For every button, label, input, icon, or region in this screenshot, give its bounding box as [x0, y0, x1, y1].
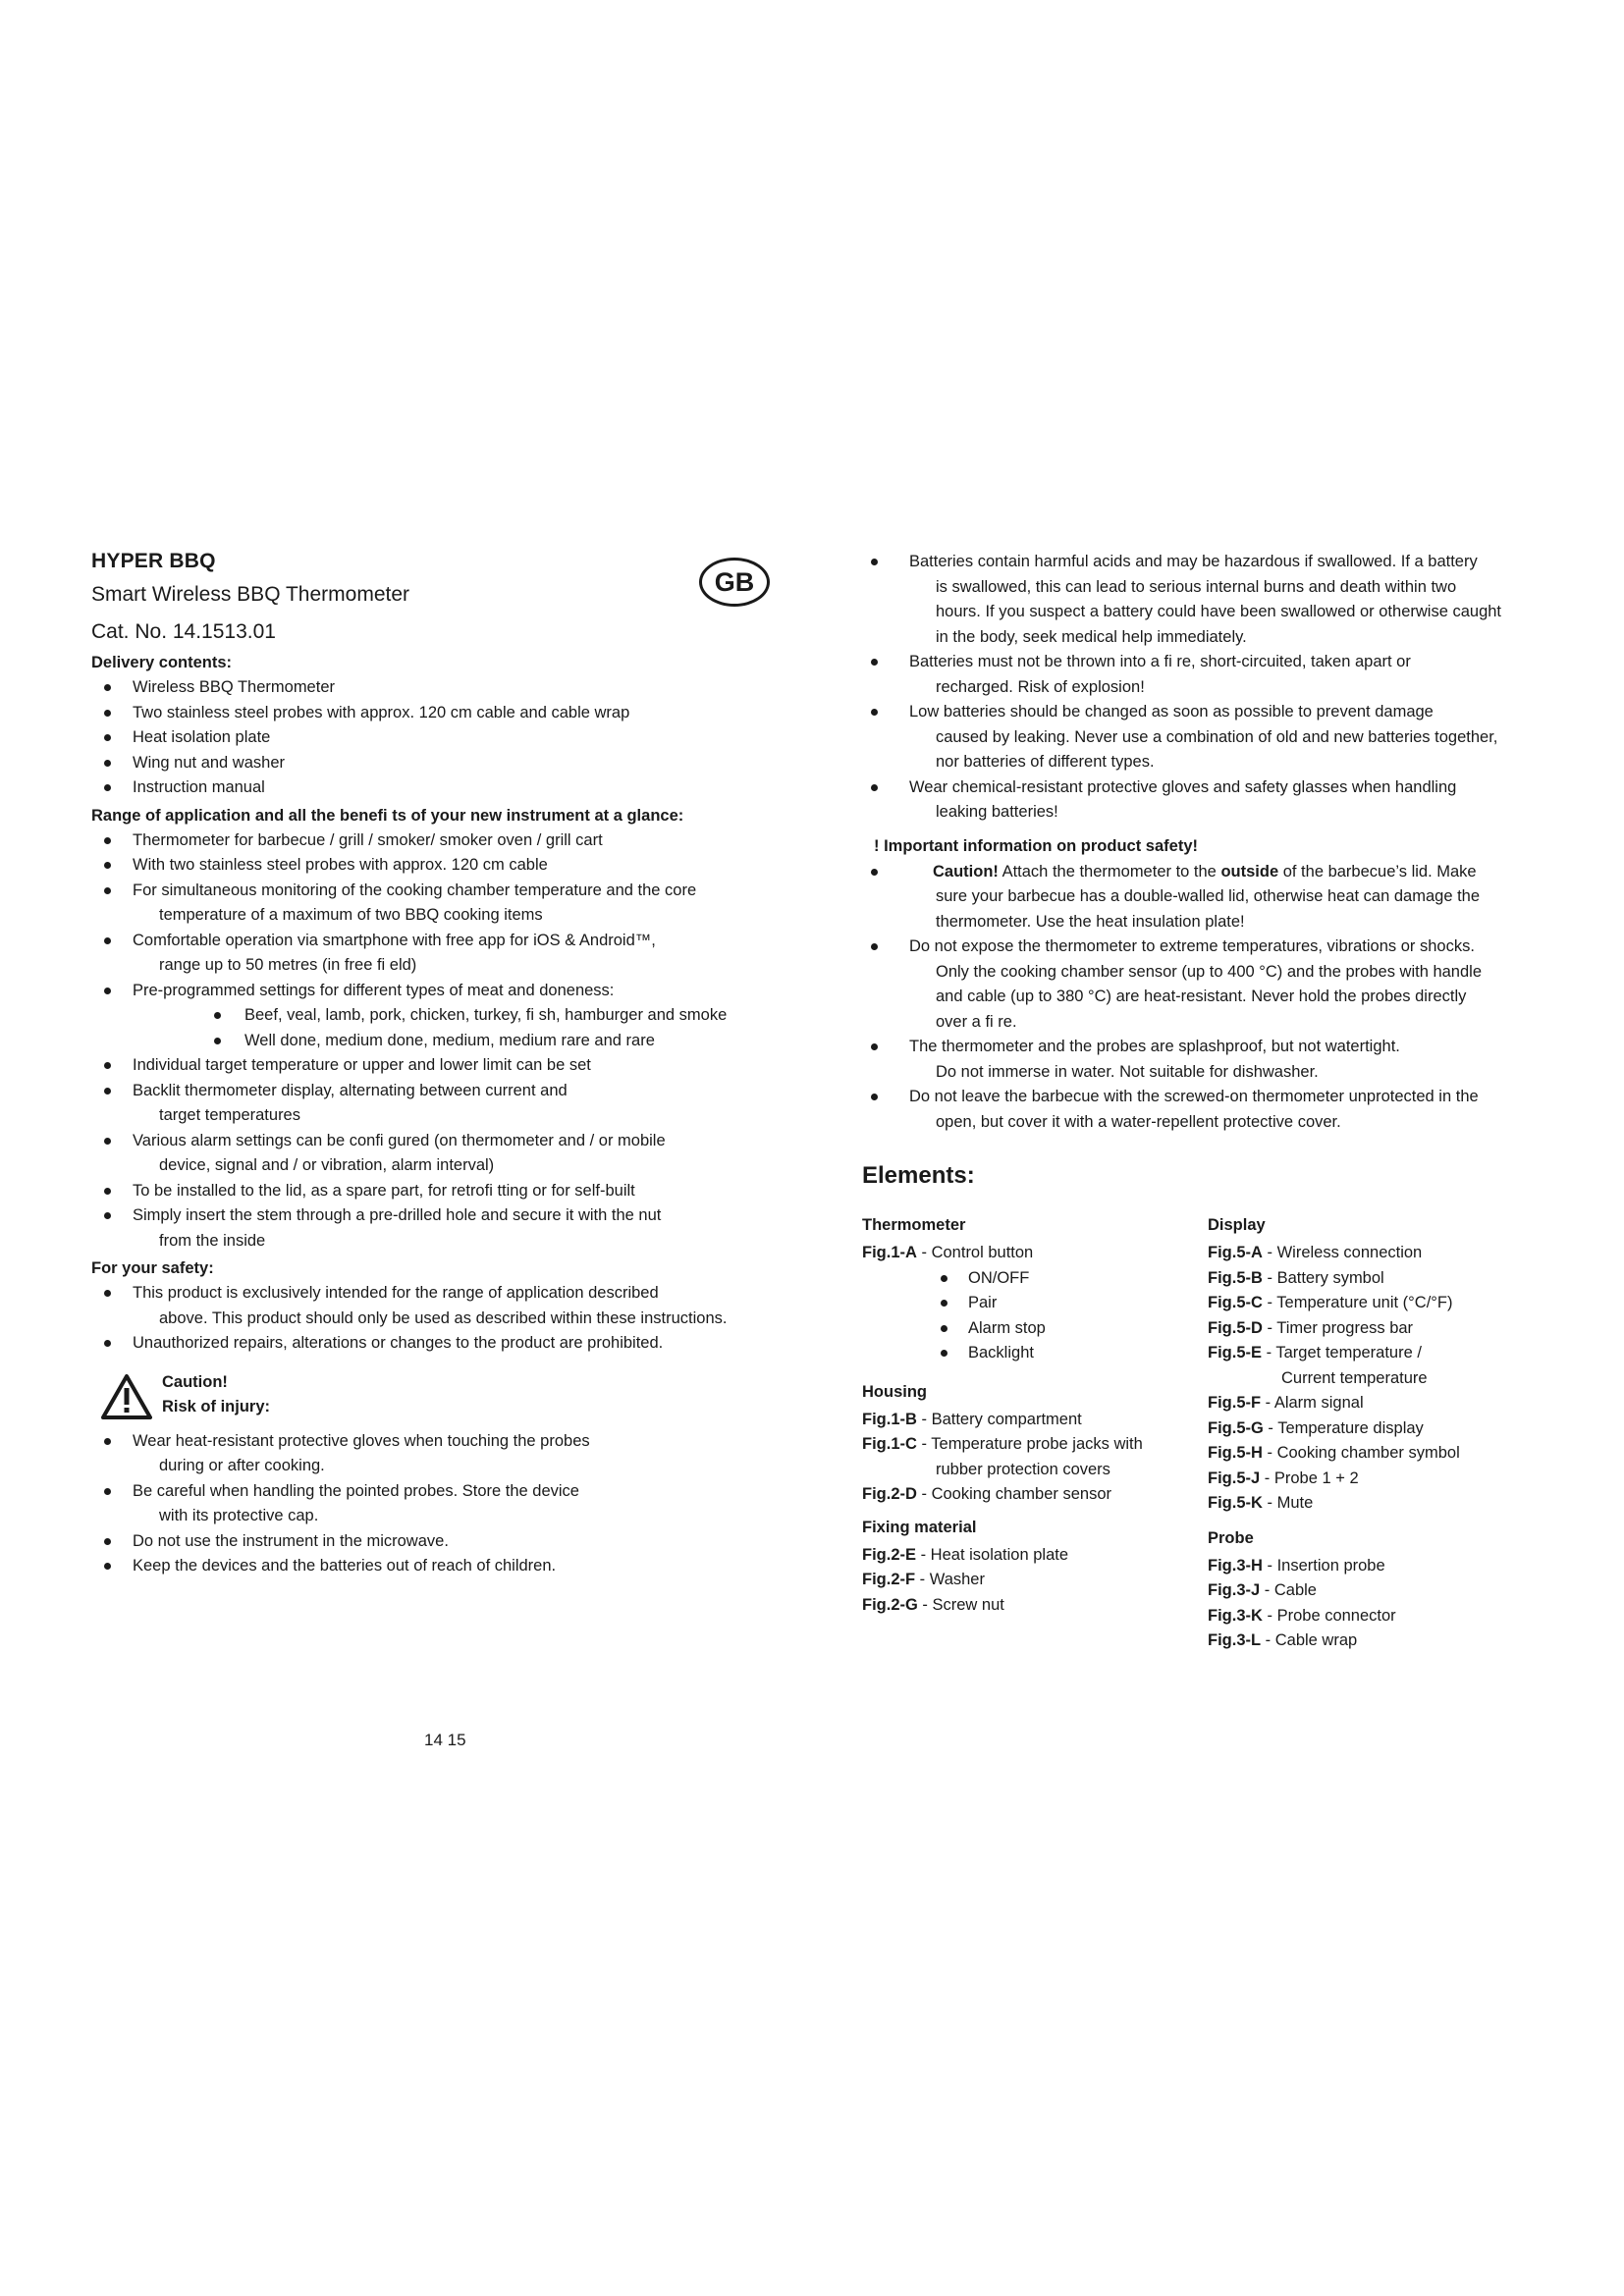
list-item: Backlight — [937, 1341, 1208, 1366]
list-item-text: Backlit thermometer display, alternating between current and — [133, 1081, 568, 1099]
fig-code: Fig.1-B — [862, 1410, 917, 1428]
list-item — [91, 1129, 798, 1179]
element-item — [1208, 1241, 1522, 1266]
list-item — [91, 1079, 798, 1129]
fig-text: - Cooking chamber symbol — [1262, 1444, 1460, 1462]
list-item-cont: in the body, seek medical help immediately. — [936, 627, 1247, 646]
list-item — [91, 1281, 798, 1331]
list-item-cont: thermometer. Use the heat insulation plate! — [936, 912, 1245, 931]
element-item — [1208, 1391, 1522, 1416]
caution-label — [162, 1370, 270, 1419]
fig-text-cont: rubber protection covers — [936, 1460, 1110, 1478]
element-item — [862, 1408, 1208, 1433]
fig-code: Fig.5-B — [1208, 1268, 1263, 1287]
list-item-text: For simultaneous monitoring of the cooking chamber temperature and the core — [133, 881, 697, 899]
element-item — [862, 1543, 1208, 1569]
fig-text: - Cooking chamber sensor — [916, 1485, 1112, 1503]
element-item — [1208, 1291, 1522, 1316]
element-item — [1208, 1316, 1522, 1342]
safety-heading: For your safety: — [91, 1259, 214, 1277]
list-item-text: Do not leave the barbecue with the screwed-on thermometer unprotected in the — [909, 1088, 1479, 1105]
fig-text: - Alarm signal — [1261, 1394, 1364, 1412]
list-item-cont: nor batteries of different types. — [936, 753, 1155, 771]
list-item: Thermometer for barbecue / grill / smoker/ smoker oven / grill cart — [91, 828, 798, 854]
list-item-cont: leaking batteries! — [936, 803, 1058, 821]
list-item-cont: recharged. Risk of explosion! — [936, 677, 1145, 696]
list-item — [862, 860, 1549, 935]
list-item-text: Low batteries should be changed as soon as possible to prevent damage — [909, 703, 1434, 721]
range-list-cont — [91, 1053, 798, 1254]
fig-text: - Screw nut — [917, 1595, 1004, 1614]
fig-text: - Temperature unit (°C/°F) — [1262, 1294, 1453, 1311]
text-span: of the barbecue’s lid. Make — [1278, 862, 1477, 881]
fig-code: Fig.3-J — [1208, 1581, 1261, 1599]
catalog-number: Cat. No. 14.1513.01 — [91, 620, 276, 643]
element-item — [1208, 1441, 1522, 1467]
list-item — [862, 775, 1549, 826]
list-item-text: Wear heat-resistant protective gloves when touching the probes — [133, 1431, 590, 1450]
element-item — [1208, 1604, 1522, 1629]
fig-code: Fig.2-E — [862, 1545, 917, 1564]
element-item — [1208, 1341, 1522, 1391]
element-item — [1208, 1491, 1522, 1517]
fig-code: Fig.5-E — [1208, 1344, 1263, 1362]
fig-code: Fig.5-H — [1208, 1444, 1263, 1462]
product-subtitle: Smart Wireless BBQ Thermometer — [91, 583, 410, 606]
probe-heading: Probe — [1208, 1528, 1254, 1547]
list-item: Beef, veal, lamb, pork, chicken, turkey, fi sh, hamburger and smoke — [91, 1003, 798, 1029]
fig-text: - Mute — [1262, 1494, 1314, 1512]
range-sub-list — [91, 1003, 798, 1053]
list-item-cont: Only the cooking chamber sensor (up to 400 °C) and the probes with handle — [936, 962, 1483, 981]
caution-line-1: Caution! — [162, 1372, 228, 1391]
list-item-text: Simply insert the stem through a pre-drilled hole and secure it with the nut — [133, 1206, 662, 1224]
housing-heading: Housing — [862, 1382, 927, 1401]
list-item-cont: hours. If you suspect a battery could have been swallowed or otherwise caught — [936, 603, 1502, 620]
fig-code: Fig.5-G — [1208, 1418, 1264, 1437]
left-column — [91, 550, 798, 1579]
list-item-cont: above. This product should only be used as described within these instructions. — [159, 1308, 728, 1327]
outside-word: outside — [1220, 862, 1279, 881]
fig-text: - Temperature display — [1263, 1418, 1424, 1437]
fig-text: - Probe connector — [1262, 1606, 1396, 1625]
list-item: Pair — [937, 1291, 1208, 1316]
list-item — [91, 879, 798, 929]
fig-code: Fig.5-J — [1208, 1468, 1261, 1487]
list-item-cont: device, signal and / or vibration, alarm interval) — [159, 1156, 495, 1174]
list-item: Heat isolation plate — [91, 725, 798, 751]
elements-column-1 — [862, 1207, 1208, 1654]
fig-text: - Control button — [916, 1244, 1034, 1261]
fig-code: Fig.3-H — [1208, 1556, 1263, 1575]
fig-code: Fig.2-D — [862, 1485, 917, 1503]
fig-code: Fig.5-A — [1208, 1244, 1263, 1261]
list-item — [91, 1429, 798, 1479]
delivery-list — [91, 675, 798, 801]
list-item-cont: range up to 50 metres (in free fi eld) — [159, 956, 417, 974]
list-item-text: Various alarm settings can be confi gured (on thermometer and / or mobile — [133, 1131, 666, 1149]
range-heading: Range of application and all the benefi ts of your new instrument at a glance: — [91, 806, 684, 825]
element-item — [1208, 1578, 1522, 1604]
list-item-cont: temperature of a maximum of two BBQ cooking items — [159, 906, 543, 924]
fig-text: - Target temperature / — [1262, 1344, 1422, 1362]
list-item-cont: from the inside — [159, 1231, 266, 1250]
battery-list — [862, 550, 1549, 826]
list-item-text: This product is exclusively intended for the range of application described — [133, 1284, 659, 1302]
fig-text: - Probe 1 + 2 — [1260, 1468, 1359, 1487]
list-item: Two stainless steel probes with approx. 120 cm cable and cable wrap — [91, 701, 798, 726]
list-item — [862, 1035, 1549, 1085]
fig-text: - Cable wrap — [1261, 1631, 1358, 1649]
list-item — [91, 1479, 798, 1529]
list-item-cont: over a fi re. — [936, 1012, 1017, 1031]
elements-title: Elements: — [862, 1162, 975, 1189]
fig-code: Fig.5-C — [1208, 1294, 1263, 1311]
fig-code: Fig.5-F — [1208, 1394, 1262, 1412]
list-item-text: The thermometer and the probes are splashproof, but not watertight. — [909, 1038, 1400, 1055]
safety-list — [91, 1281, 798, 1357]
list-item — [91, 929, 798, 979]
list-item-text: Be careful when handling the pointed probes. Store the device — [133, 1481, 579, 1500]
list-item: Wireless BBQ Thermometer — [91, 675, 798, 701]
list-item: Pre-programmed settings for different types of meat and doneness: — [91, 979, 798, 1004]
element-item — [1208, 1266, 1522, 1292]
list-item: Instruction manual — [91, 775, 798, 801]
display-heading: Display — [1208, 1216, 1266, 1234]
fig-text: - Washer — [915, 1571, 985, 1588]
list-item-cont: and cable (up to 380 °C) are heat-resistant. Never hold the probes directly — [936, 988, 1467, 1005]
list-item-text: Wear chemical-resistant protective gloves and safety glasses when handling — [909, 777, 1457, 796]
fig-code: Fig.1-A — [862, 1244, 917, 1261]
list-item: Wing nut and washer — [91, 751, 798, 776]
list-item: Keep the devices and the batteries out of reach of children. — [91, 1554, 798, 1579]
delivery-heading: Delivery contents: — [91, 654, 233, 671]
list-item — [862, 650, 1549, 700]
element-item — [862, 1241, 1208, 1266]
fig-text: - Insertion probe — [1262, 1556, 1385, 1575]
fig-code: Fig.3-K — [1208, 1606, 1263, 1625]
list-item-text — [909, 863, 1477, 881]
fig-code: Fig.5-D — [1208, 1318, 1263, 1337]
element-item — [1208, 1554, 1522, 1579]
list-item: With two stainless steel probes with approx. 120 cm cable — [91, 853, 798, 879]
fig-code: Fig.5-K — [1208, 1494, 1263, 1512]
list-item-cont: caused by leaking. Never use a combination of old and new batteries together, — [936, 727, 1498, 746]
gb-badge-icon: GB — [699, 558, 770, 607]
fig-code: Fig.2-F — [862, 1571, 916, 1588]
element-item — [862, 1593, 1208, 1619]
element-item — [862, 1482, 1208, 1508]
list-item-cont: Do not immerse in water. Not suitable for dishwasher. — [936, 1062, 1319, 1081]
list-item — [91, 1203, 798, 1254]
list-item — [862, 700, 1549, 775]
list-item-text: Do not expose the thermometer to extreme temperatures, vibrations or shocks. — [909, 937, 1475, 955]
thermometer-heading: Thermometer — [862, 1216, 966, 1234]
element-item — [862, 1568, 1208, 1593]
list-item-text: Comfortable operation via smartphone with free app for iOS & Android™, — [133, 931, 656, 949]
element-item — [1208, 1467, 1522, 1492]
list-item-cont: open, but cover it with a water-repellent protective cover. — [936, 1112, 1341, 1131]
list-item — [862, 1085, 1549, 1135]
range-list — [91, 828, 798, 1004]
fig-code: Fig.3-L — [1208, 1631, 1262, 1649]
fig-text: - Temperature probe jacks with — [916, 1435, 1143, 1453]
product-title: HYPER BBQ — [91, 550, 216, 572]
caution-line-2: Risk of injury: — [162, 1397, 271, 1415]
fixing-heading: Fixing material — [862, 1518, 977, 1536]
right-column — [862, 550, 1549, 1654]
fig-code: Fig.2-G — [862, 1595, 918, 1614]
fig-text-cont: Current temperature — [1281, 1368, 1428, 1387]
fig-text: - Timer progress bar — [1262, 1318, 1414, 1337]
list-item: Alarm stop — [937, 1316, 1208, 1342]
list-item — [862, 550, 1549, 650]
list-item: Do not use the instrument in the microwave. — [91, 1529, 798, 1555]
element-item — [862, 1432, 1208, 1482]
list-item — [862, 934, 1549, 1035]
list-item: ON/OFF — [937, 1266, 1208, 1292]
list-item: Individual target temperature or upper and lower limit can be set — [91, 1053, 798, 1079]
fig-text: - Wireless connection — [1262, 1244, 1423, 1261]
text-span: Attach the thermometer to the — [998, 862, 1221, 881]
list-item-cont: sure your barbecue has a double-walled lid, otherwise heat can damage the — [936, 887, 1481, 905]
important-heading: ! Important information on product safety! — [874, 836, 1198, 855]
caution-block — [101, 1370, 798, 1419]
page-numbers: 14 15 — [424, 1731, 466, 1749]
list-item-text: Batteries must not be thrown into a fi re, short-circuited, taken apart or — [909, 653, 1411, 670]
list-item-cont: is swallowed, this can lead to serious internal burns and death within two — [936, 577, 1457, 596]
list-item-cont: target temperatures — [159, 1106, 300, 1124]
list-item-cont: with its protective cap. — [159, 1507, 319, 1524]
warning-triangle-icon — [101, 1374, 152, 1419]
important-list — [862, 860, 1549, 1136]
fig-code: Fig.1-C — [862, 1435, 917, 1453]
fig-text: - Battery compartment — [916, 1410, 1082, 1428]
element-item — [1208, 1629, 1522, 1654]
element-item — [1208, 1416, 1522, 1442]
caution-word: Caution! — [933, 862, 999, 881]
list-item: To be installed to the lid, as a spare part, for retrofi tting or for self-built — [91, 1179, 798, 1204]
list-item-cont: during or after cooking. — [159, 1457, 325, 1474]
list-item: Unauthorized repairs, alterations or changes to the product are prohibited. — [91, 1331, 798, 1357]
caution-list — [91, 1429, 798, 1579]
fig-text: - Battery symbol — [1262, 1268, 1384, 1287]
elements-column-2 — [1208, 1207, 1522, 1654]
list-item-text: Batteries contain harmful acids and may be hazardous if swallowed. If a battery — [909, 553, 1478, 570]
control-button-functions — [862, 1266, 1208, 1366]
fig-text: - Heat isolation plate — [916, 1545, 1069, 1564]
fig-text: - Cable — [1260, 1581, 1317, 1599]
elements-grid — [862, 1207, 1549, 1654]
list-item: Well done, medium done, medium, medium rare and rare — [91, 1029, 798, 1054]
